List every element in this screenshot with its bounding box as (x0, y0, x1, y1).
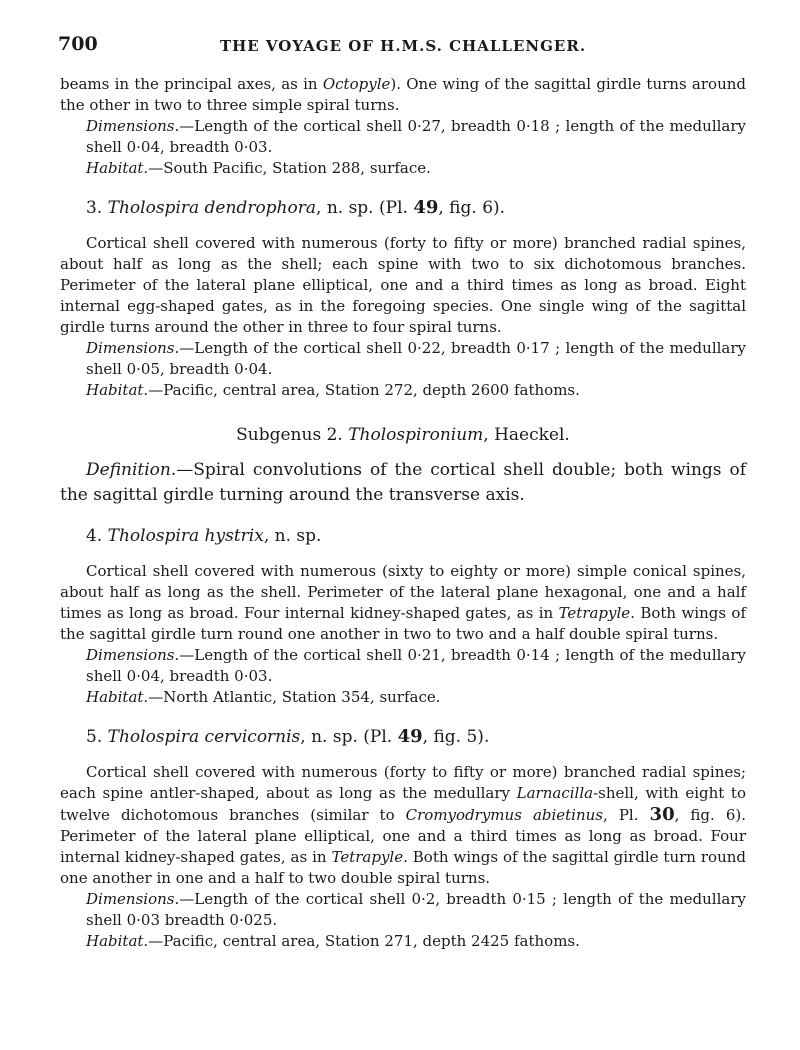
species-3-habitat: Habitat.—Pacific, central area, Station 272, depth 2600 fathoms. (86, 381, 580, 399)
intro-dimensions: Dimensions.—Length of the cortical shell 0·27, breadth 0·18 ; length of the medullary shell 0·04, breadth 0·03. (86, 117, 746, 156)
subgenus-heading: Subgenus 2. Tholospironium, Haeckel. (236, 425, 570, 445)
species-4-heading: 4. Tholospira hystrix, n. sp. (86, 526, 322, 546)
species-4-habitat: Habitat.—North Atlantic, Station 354, surface. (86, 688, 441, 706)
running-title: THE VOYAGE OF H.M.S. CHALLENGER. (219, 37, 587, 55)
page-number: 700 (58, 33, 98, 55)
species-5-plate: 49 (397, 726, 423, 747)
species-4-dimensions: Dimensions.—Length of the cortical shell 0·21, breadth 0·14 ; length of the medullary shell 0·04, breadth 0·03. (86, 646, 746, 685)
species-3-description: Cortical shell covered with numerous (forty to fifty or more) branched radial spines, about half as long as the shell; each spine with two to six dichotomous branches. Perimeter of the lateral plane elliptical, one and a third times as long as broad. Eight internal egg-shaped gates, as in the foregoing species. One single wing of the sagittal girdle turns around the other in three to four spiral turns. (60, 234, 746, 336)
page-body (60, 74, 746, 952)
subgenus-definition: Definition.—Spiral convolutions of the cortical shell double; both wings of the sagittal girdle turning around the transverse axis. (60, 460, 746, 505)
species-3-dimensions: Dimensions.—Length of the cortical shell 0·22, breadth 0·17 ; length of the medullary shell 0·05, breadth 0·04. (86, 339, 746, 378)
intro-habitat: Habitat.—South Pacific, Station 288, surface. (86, 159, 431, 177)
species-5-dimensions: Dimensions.—Length of the cortical shell 0·2, breadth 0·15 ; length of the medullary shell 0·03 breadth 0·025. (86, 890, 746, 929)
species-3-heading: 3. Tholospira dendrophora, n. sp. (Pl. 49, fig. 6). (86, 197, 506, 218)
species-3-plate: 49 (413, 197, 439, 218)
species-3-name: Tholospira dendrophora (107, 198, 317, 218)
species-5-heading: 5. Tholospira cervicornis, n. sp. (Pl. 49, fig. 5). (86, 726, 490, 747)
page-header (58, 34, 748, 58)
species-4-description: Cortical shell covered with numerous (sixty to eighty or more) simple conical spines, about half as long as the shell. Perimeter of the lateral plane hexagonal, one and a half times as long as broad. Four internal kidney-shaped gates, as in Tetrapyle. Both wings of the sagittal girdle turn round one another in two to two and a half double spiral turns. (60, 562, 746, 643)
species-5-name: Tholospira cervicornis (107, 727, 301, 747)
species-4-name: Tholospira hystrix (107, 526, 264, 546)
intro-paragraph: beams in the principal axes, as in Octopyle). One wing of the sagittal girdle turns around the other in two to three simple spiral turns. (60, 75, 746, 114)
species-5-description: Cortical shell covered with numerous (forty to fifty or more) branched radial spines; each spine antler-shaped, about as long as the medullary Larnacilla-shell, with eight to twelve dichotomous branches (similar to Cromyodrymus abietinus, Pl. 30, fig. 6). Perimeter of the lateral plane elliptical, one and a third times as long as broad. Four internal kidney-shaped gates, as in Tetrapyle. Both wings of the sagittal girdle turn round one another in one and a half to two double spiral turns. (60, 763, 747, 887)
species-5-habitat: Habitat.—Pacific, central area, Station 271, depth 2425 fathoms. (86, 932, 580, 950)
